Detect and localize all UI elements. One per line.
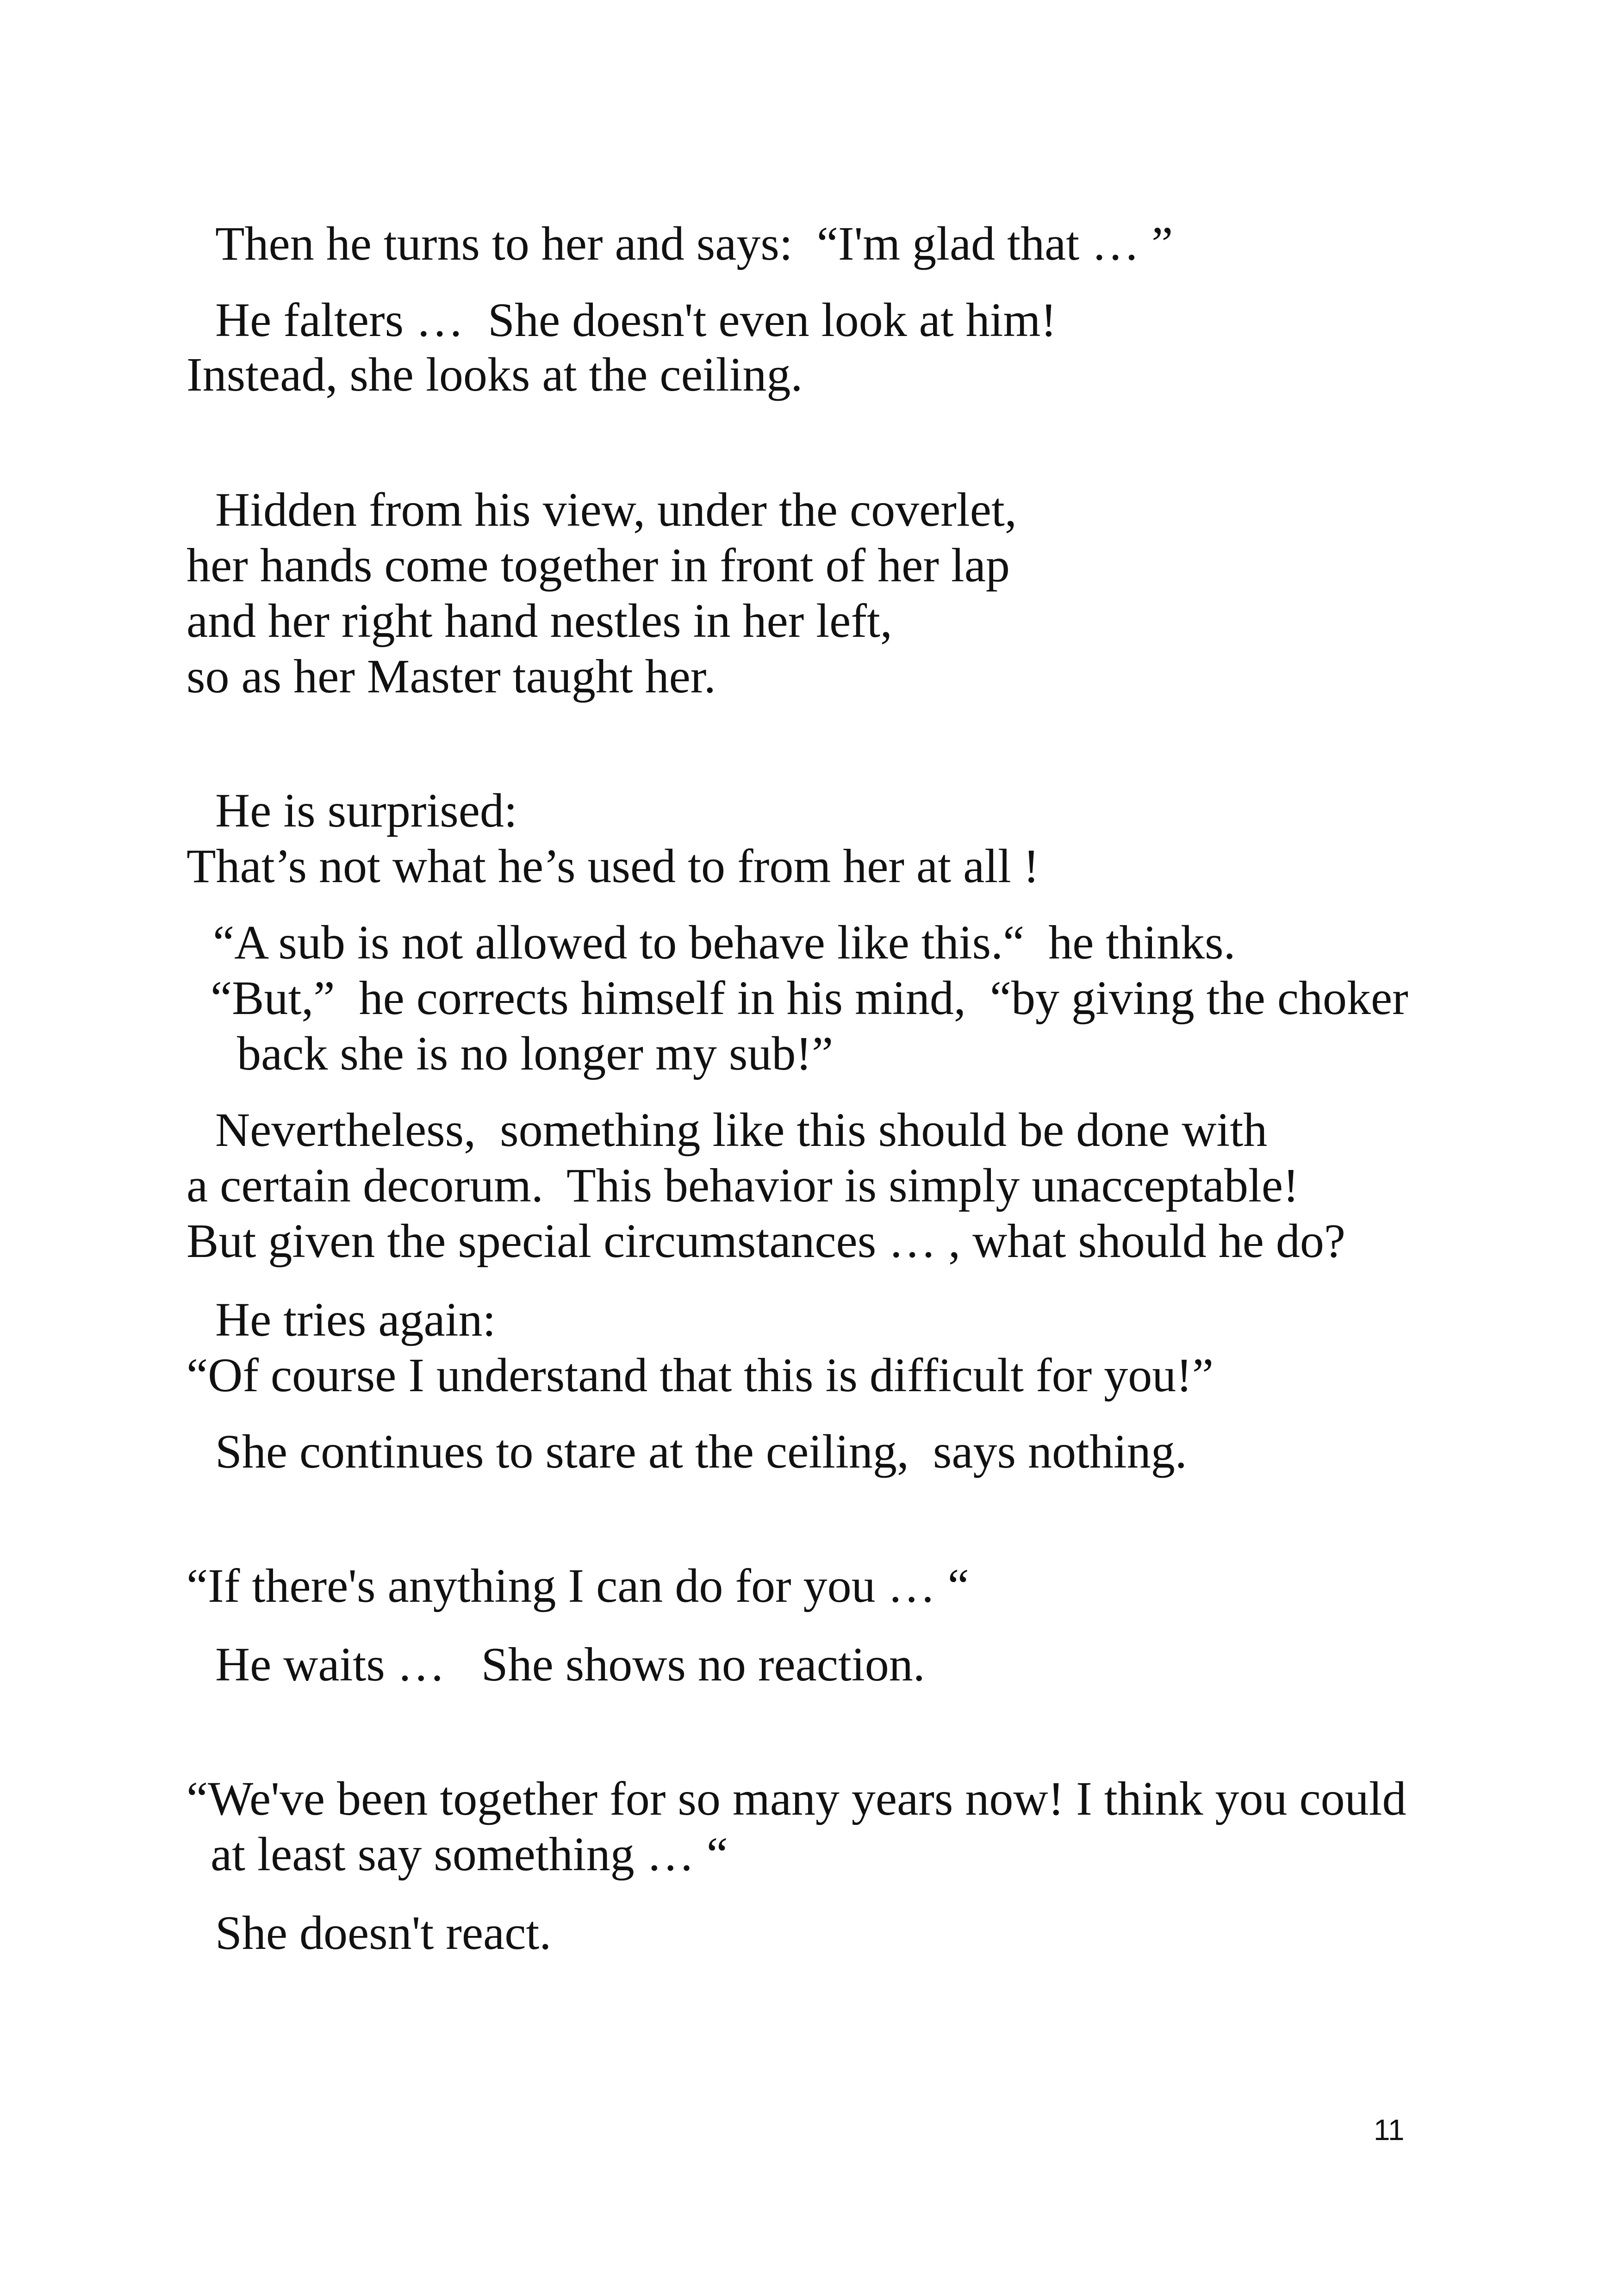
text-line: He waits … She shows no reaction. bbox=[215, 1638, 925, 1691]
text-line: her hands come together in front of her lap bbox=[187, 539, 1010, 592]
text-line: That’s not what he’s used to from her at all ! bbox=[187, 840, 1039, 893]
text-line: Hidden from his view, under the coverlet, bbox=[215, 483, 1017, 536]
text-line: a certain decorum. This behavior is simply unacceptable! bbox=[187, 1159, 1299, 1212]
text-line: Then he turns to her and says: “I'm glad that … ” bbox=[215, 217, 1173, 270]
text-line: so as her Master taught her. bbox=[187, 650, 716, 703]
text-line: “Of course I understand that this is difficult for you!” bbox=[187, 1349, 1214, 1402]
text-line: Instead, she looks at the ceiling. bbox=[187, 348, 803, 401]
text-line: He falters … She doesn't even look at him! bbox=[215, 293, 1057, 347]
text-line: “A sub is not allowed to behave like this.“ he thinks. bbox=[213, 916, 1236, 969]
text-line: “If there's anything I can do for you … “ bbox=[187, 1559, 969, 1612]
text-line: “But,” he corrects himself in his mind, “by giving the choker bbox=[211, 971, 1408, 1025]
text-line: He is surprised: bbox=[215, 784, 517, 837]
page-number: 11 bbox=[1374, 2113, 1405, 2147]
text-line: He tries again: bbox=[215, 1293, 496, 1346]
text-line: and her right hand nestles in her left, bbox=[187, 594, 892, 647]
text-line: back she is no longer my sub!” bbox=[237, 1027, 834, 1080]
text-line: She continues to stare at the ceiling, says nothing. bbox=[215, 1425, 1187, 1478]
text-line: “We've been together for so many years now! I think you could bbox=[187, 1772, 1406, 1825]
text-line: Nevertheless, something like this should be done with bbox=[215, 1103, 1268, 1157]
text-line: But given the special circumstances … , what should he do? bbox=[187, 1214, 1346, 1268]
text-line: She doesn't react. bbox=[215, 1906, 552, 1960]
text-line: at least say something … “ bbox=[211, 1828, 728, 1881]
